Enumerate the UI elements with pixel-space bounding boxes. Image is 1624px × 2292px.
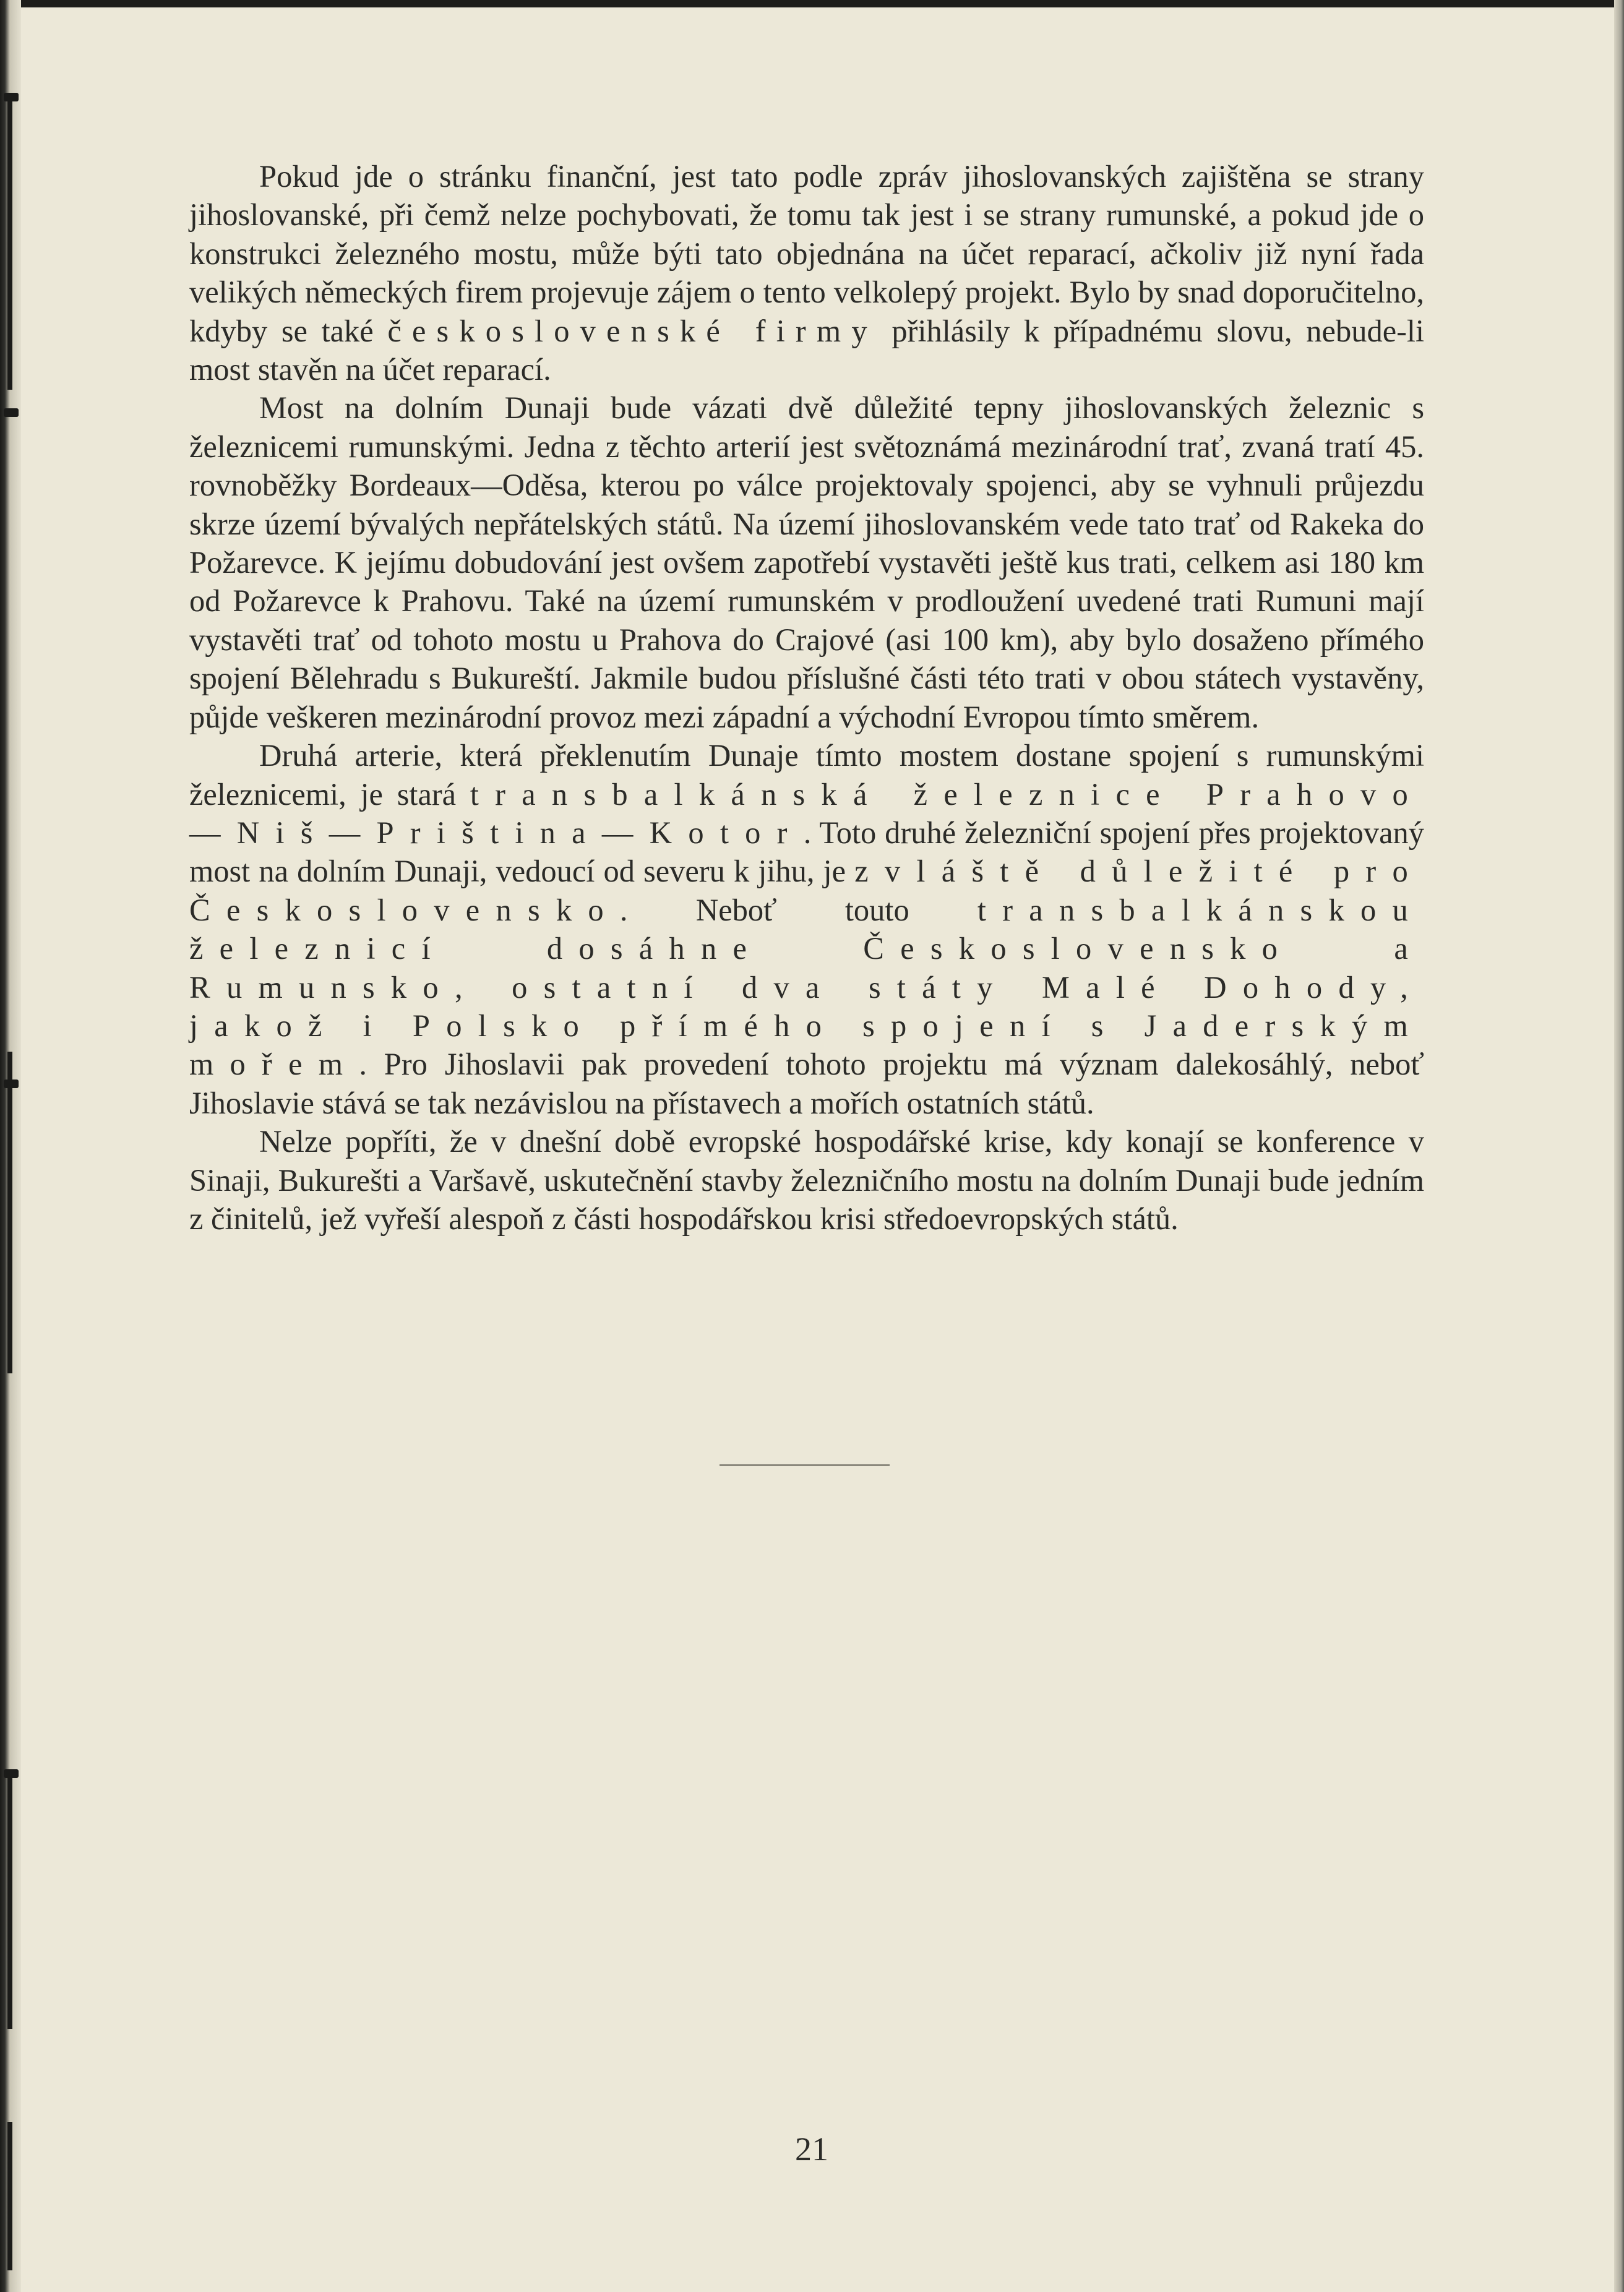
text-run: . Pro Jihoslavii pak provedení tohoto projektu má význam dalekosáhlý, neboť Jihoslavie stává se tak nezávislou na přístavech a mořích ostatních států. bbox=[189, 1047, 1424, 1120]
text-run: Nelze popříti, že v dnešní době evropské hospodářské krise, kdy konají se konference v Sinaji, Bukurešti a Varšavě, uskutečnění stavby železničního mostu na dolním Dunaji bude jedním z činitelů, jež vyřeší alespoň z části hospodářskou krisi středoevropských států. bbox=[189, 1124, 1424, 1236]
section-divider bbox=[720, 1464, 890, 1466]
text-run: Most na dolním Dunaji bude vázati dvě důležité tepny jihoslovanských železnic s železnicemi rumunskými. Jedna z těchto arterií jest světoznámá mezinárodní trať, zvaná tratí 45. rovnoběžky Bordeaux—Oděsa, kterou po válce projektovaly spojenci, aby se vyhnuli průjezdu skrze území bývalých nepřátelských států. Na území jihoslovanském vede tato trať od Rakeka do Požarevce. K jejímu dobudování jest ovšem zapotřebí vystavěti ještě kus trati, celkem asi 180 km od Požarevce k Prahovu. Také na území rumunském v prodloužení uvedené trati Rumuni mají vystavěti trať od tohoto mostu u Prahova do Crajové (asi 100 km), aby bylo dosaženo přímého spojení Bělehradu s Bukureští. Jakmile budou příslušné části této trati v obou státech vystavěny, půjde veškeren mezinárodní provoz mezi západní a východní Evropou tímto směrem. bbox=[189, 390, 1424, 734]
binding-stitch bbox=[4, 93, 19, 101]
paragraph bbox=[189, 1122, 1424, 1238]
emphasized-text: transbalkánskou železnicí dosáhne Československo a Rumunsko, ostatní dva státy Malé Dohody, jakož i Polsko přímého spojení s Jaderským mořem bbox=[189, 892, 1424, 1082]
text-run: Pokud jde o stránku finanční, jest tato podle zpráv jihoslovanských zajištěna se strany jihoslovanské, při čemž nelze pochybovati, že tomu tak jest i se strany rumunské, a pokud jde o konstrukci železného mostu, může býti tato objednána na účet reparací, ačkoliv již nyní řada velikých německých firem projevuje zájem o tento velkolepý projekt. Bylo by snad doporučitelno, kdyby se také bbox=[189, 159, 1424, 348]
page-number: 21 bbox=[795, 2131, 828, 2168]
paragraph bbox=[189, 157, 1424, 388]
emphasized-text: zvláště důležité pro Československo bbox=[189, 854, 1425, 927]
emphasized-text: transbalkánská železnice Prahovo—Niš—Priština—Kotor bbox=[189, 776, 1424, 850]
emphasized-text: československé firmy bbox=[387, 313, 878, 348]
paragraph bbox=[189, 736, 1424, 1122]
body-text bbox=[189, 157, 1424, 1238]
text-run: přihlásily k případnému slovu, nebude-li most stavěn na účet reparací. bbox=[189, 313, 1424, 387]
text-run: Druhá arterie, která překlenutím Dunaje tímto mostem dostane spojení s rumunskými železnicemi, je stará bbox=[189, 738, 1424, 812]
paragraph bbox=[189, 388, 1424, 736]
binding-stitch bbox=[4, 408, 19, 417]
text-run: . Toto druhé železniční spojení přes projektovaný most na dolním Dunaji, vedoucí od severu k jihu, je bbox=[189, 815, 1424, 889]
page-right-edge bbox=[1614, 0, 1624, 2292]
binding-thread bbox=[7, 1769, 12, 2029]
binding-thread bbox=[7, 2122, 12, 2270]
text-run: . Neboť touto bbox=[619, 892, 977, 927]
binding-stitch bbox=[4, 1769, 19, 1778]
binding-stitch bbox=[4, 1079, 19, 1088]
binding-thread bbox=[7, 93, 12, 390]
binding-thread bbox=[7, 1052, 12, 1373]
scan-top-edge bbox=[0, 0, 1624, 7]
binding-spine bbox=[0, 0, 21, 2292]
